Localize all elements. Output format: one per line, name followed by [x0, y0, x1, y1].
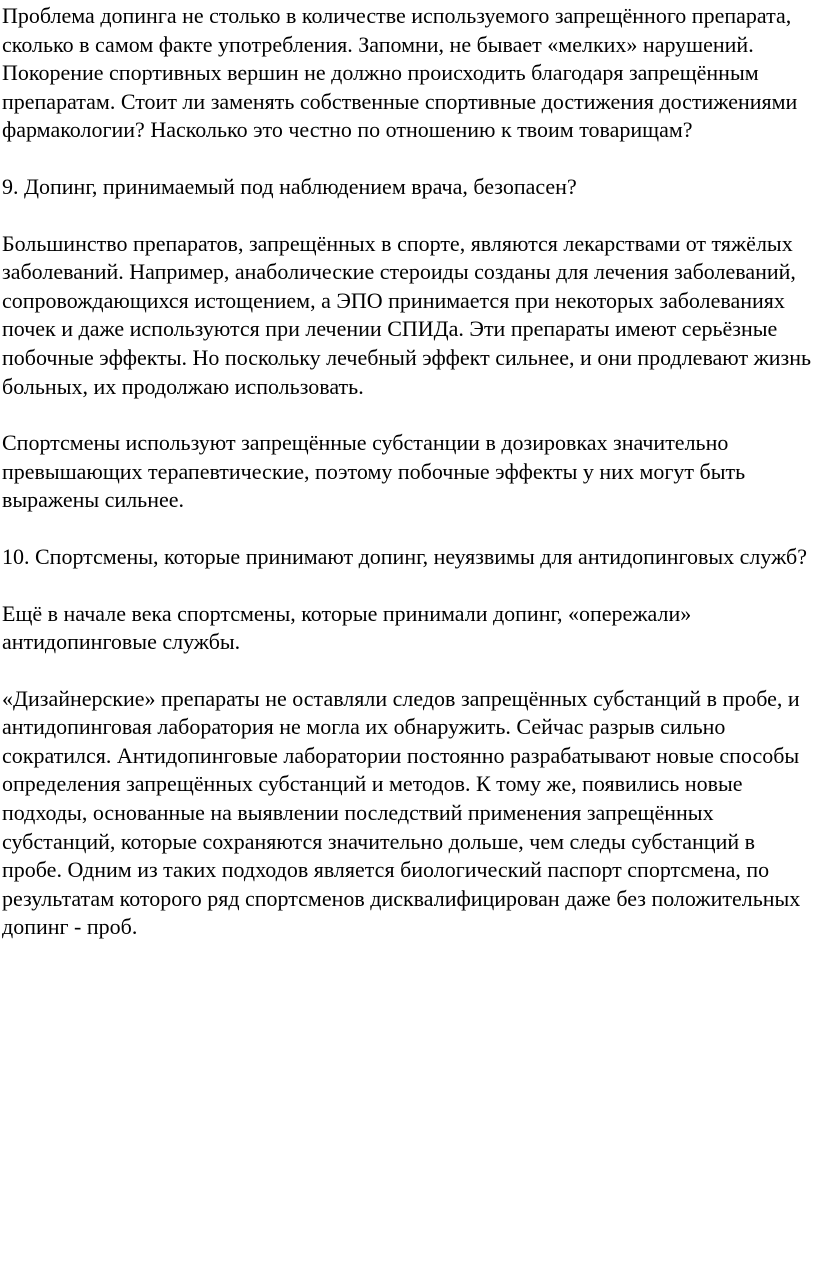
question-10-heading: 10. Спортсмены, которые принимают допинг, неуязвимы для антидопинговых служб? — [2, 543, 807, 569]
paragraph-early-century: Ещё в начале века спортсмены, которые принимали допинг, «опережали» антидопинговые службы. — [2, 600, 692, 655]
paragraph-dosages: Спортсмены используют запрещённые субстанции в дозировках значительно превышающих терапевтические, поэтому побочные эффекты у них могут быть выражены сильнее. — [2, 430, 746, 513]
paragraph-doping-fact: Проблема допинга не столько в количестве используемого запрещённого препарата, сколько в самом факте употребления. Запомни, не бывает «мелких» нарушений. Покорение спортивных вершин не должно происходить благодаря запрещённым препаратам. Стоит ли заменять собственные спортивные достижения достижениями фармакологии? Насколько это честно по отношению к твоим товарищам? — [2, 3, 798, 143]
paragraph-medicines: Большинство препаратов, запрещённых в спорте, являются лекарствами от тяжёлых заболеваний. Например, анаболические стероиды созданы для лечения заболеваний, сопровождающихся истощением, а ЭПО принимается при некоторых заболеваниях почек и даже используются при лечении СПИДа. Эти препараты имеют серьёзные побочные эффекты. Но поскольку лечебный эффект сильнее, и они продлевают жизнь больных, их продолжаю использовать. — [2, 230, 812, 399]
paragraph-designer-drugs: «Дизайнерские» препараты не оставляли следов запрещённых субстанций в пробе, и антидопинговая лаборатория не могла их обнаружить. Сейчас разрыв сильно сократился. Антидопинговые лаборатории постоянно разрабатывают новые способы определения запрещённых субстанций и методов. К тому же, появились новые подходы, основанные на выявлении последствий применения запрещённых субстанций, которые сохраняются значительно дольше, чем следы субстанций в пробе. Одним из таких подходов является биологический паспорт спортсмена, по результатам которого ряд спортсменов дисквалифицирован даже без положительных допинг - проб. — [2, 685, 801, 940]
question-9-heading: 9. Допинг, принимаемый под наблюдением врача, безопасен? — [2, 173, 577, 199]
